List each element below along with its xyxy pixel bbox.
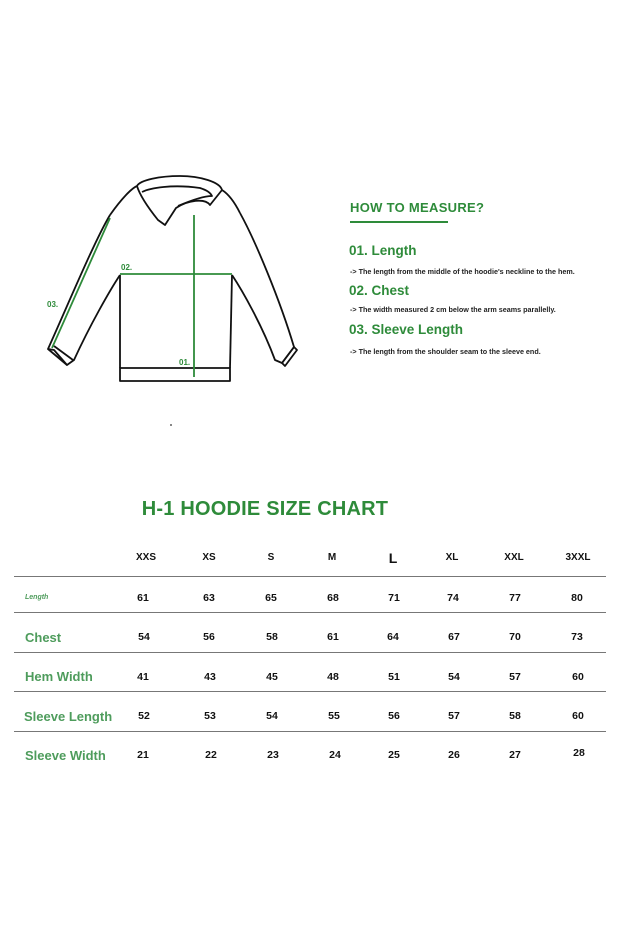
table-cell: 24	[329, 749, 341, 761]
size-header: 3XXL	[565, 552, 591, 563]
chest-marker: 02.	[121, 263, 133, 272]
table-cell: 77	[509, 592, 521, 604]
step-chest-desc: -> The width measured 2 cm below the arm seams parallelly.	[350, 305, 556, 314]
size-header: M	[327, 552, 337, 563]
size-header: L	[388, 550, 398, 566]
hoodie-diagram	[0, 0, 621, 460]
row-label-length: Length	[25, 594, 49, 601]
left-sleeve	[48, 215, 120, 365]
table-cell: 60	[572, 671, 584, 683]
table-cell: 48	[327, 671, 339, 683]
table-cell: 26	[448, 749, 460, 761]
table-cell: 58	[266, 631, 278, 643]
table-cell: 53	[204, 710, 216, 722]
title-underline	[350, 221, 448, 223]
table-cell: 54	[138, 631, 150, 643]
table-cell: 57	[448, 710, 460, 722]
step-sleeve-desc: -> The length from the shoulder seam to the sleeve end.	[350, 347, 541, 356]
hem-band	[120, 368, 230, 381]
table-cell: 74	[447, 592, 459, 604]
sleeve-line	[52, 218, 110, 348]
right-sleeve	[232, 213, 294, 363]
table-cell: 52	[138, 710, 150, 722]
table-cell: 55	[328, 710, 340, 722]
size-header: S	[267, 552, 275, 563]
table-cell: 70	[509, 631, 521, 643]
table-divider	[14, 652, 606, 653]
table-cell: 54	[448, 671, 460, 683]
table-cell: 73	[571, 631, 583, 643]
table-cell: 22	[205, 749, 217, 761]
step-length-title: 01. Length	[349, 243, 417, 258]
table-cell: 58	[509, 710, 521, 722]
size-header: XS	[202, 552, 216, 563]
table-cell: 54	[266, 710, 278, 722]
table-cell: 57	[509, 671, 521, 683]
table-divider	[14, 731, 606, 732]
step-length-desc: -> The length from the middle of the hoodie's neckline to the hem.	[350, 267, 575, 276]
table-cell: 63	[203, 592, 215, 604]
right-cuff	[282, 347, 297, 366]
hood-inner	[142, 186, 212, 206]
table-cell: 21	[137, 749, 149, 761]
table-cell: 41	[137, 671, 149, 683]
size-header: XL	[445, 552, 459, 563]
table-cell: 28	[573, 747, 585, 759]
table-cell: 64	[387, 631, 399, 643]
length-marker: 01.	[179, 358, 191, 367]
table-divider	[14, 612, 606, 613]
row-label-sleeve-length: Sleeve Length	[24, 709, 113, 724]
table-cell: 65	[265, 592, 277, 604]
table-cell: 51	[388, 671, 400, 683]
table-cell: 61	[327, 631, 339, 643]
table-cell: 56	[388, 710, 400, 722]
table-cell: 43	[204, 671, 216, 683]
table-cell: 45	[266, 671, 278, 683]
row-label-sleeve-width: Sleeve Width	[25, 748, 106, 763]
table-cell: 71	[388, 592, 400, 604]
table-cell: 25	[388, 749, 400, 761]
table-cell: 61	[137, 592, 149, 604]
stray-dot	[170, 424, 172, 426]
body-right	[230, 275, 232, 368]
table-cell: 27	[509, 749, 521, 761]
size-chart-title: H-1 HOODIE SIZE CHART	[141, 498, 389, 520]
step-chest-title: 02. Chest	[349, 283, 410, 298]
table-cell: 56	[203, 631, 215, 643]
left-cuff	[48, 349, 67, 365]
table-cell: 80	[571, 592, 583, 604]
size-header: XXL	[504, 552, 524, 563]
table-divider	[14, 576, 606, 577]
sleeve-marker: 03.	[47, 300, 59, 309]
row-label-hem-width: Hem Width	[25, 669, 93, 684]
table-divider	[14, 691, 606, 692]
how-to-measure-title: HOW TO MEASURE?	[350, 200, 485, 215]
row-label-chest: Chest	[25, 630, 62, 645]
table-cell: 67	[448, 631, 460, 643]
step-sleeve-title: 03. Sleeve Length	[349, 322, 464, 337]
table-cell: 23	[267, 749, 279, 761]
table-cell: 68	[327, 592, 339, 604]
size-header: XXS	[135, 552, 157, 563]
table-cell: 60	[572, 710, 584, 722]
